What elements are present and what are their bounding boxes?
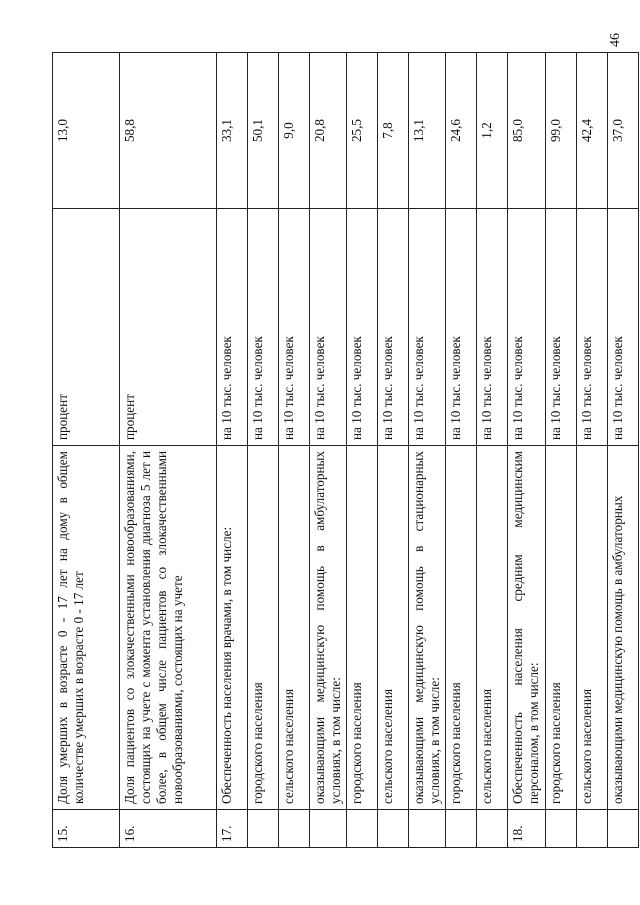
table-row xyxy=(508,53,545,848)
unit-of-measure: процент xyxy=(53,209,120,446)
row-number xyxy=(576,810,607,848)
unit-of-measure: на 10 тыс. человек xyxy=(446,209,477,446)
unit-of-measure: на 10 тыс. человек xyxy=(607,209,638,446)
table-row xyxy=(607,53,638,848)
indicators-table xyxy=(52,52,639,848)
unit-of-measure: на 10 тыс. человек xyxy=(248,209,279,446)
indicator-value: 1,2 xyxy=(477,53,508,209)
row-number xyxy=(545,810,576,848)
row-number xyxy=(446,810,477,848)
row-number xyxy=(248,810,279,848)
table-row xyxy=(217,53,248,848)
table-row xyxy=(545,53,576,848)
table-row xyxy=(279,53,310,848)
indicator-value: 99,0 xyxy=(545,53,576,209)
indicator-name: оказывающими медицинскую помощь в амбулаторных xyxy=(607,446,638,810)
table-row xyxy=(310,53,347,848)
unit-of-measure: на 10 тыс. человек xyxy=(576,209,607,446)
indicator-name: оказывающими медицинскую помощь в амбулаторных условиях, в том числе: xyxy=(310,446,347,810)
row-number xyxy=(378,810,409,848)
indicator-name: Обеспеченность населения средним медицинским персоналом, в том числе: xyxy=(508,446,545,810)
row-number xyxy=(409,810,446,848)
unit-of-measure: на 10 тыс. человек xyxy=(508,209,545,446)
table-body xyxy=(53,53,639,848)
unit-of-measure: на 10 тыс. человек xyxy=(477,209,508,446)
indicator-name: сельского населения xyxy=(477,446,508,810)
unit-of-measure: процент xyxy=(120,209,217,446)
indicator-value: 9,0 xyxy=(279,53,310,209)
indicator-value: 25,5 xyxy=(347,53,378,209)
row-number xyxy=(310,810,347,848)
rotated-table-page xyxy=(52,53,625,848)
indicator-value: 50,1 xyxy=(248,53,279,209)
page-number: 46 xyxy=(608,33,623,47)
row-number xyxy=(607,810,638,848)
table-row xyxy=(120,53,217,848)
row-number xyxy=(279,810,310,848)
row-number: 16. xyxy=(120,810,217,848)
indicator-value: 37,0 xyxy=(607,53,638,209)
indicator-name: Обеспеченность населения врачами, в том числе: xyxy=(217,446,248,810)
indicator-value: 85,0 xyxy=(508,53,545,209)
unit-of-measure: на 10 тыс. человек xyxy=(378,209,409,446)
row-number: 17. xyxy=(217,810,248,848)
row-number xyxy=(347,810,378,848)
unit-of-measure: на 10 тыс. человек xyxy=(409,209,446,446)
table-row xyxy=(576,53,607,848)
indicator-name: городского населения xyxy=(446,446,477,810)
table-row xyxy=(477,53,508,848)
table-row xyxy=(409,53,446,848)
table-row xyxy=(446,53,477,848)
indicator-name: городского населения xyxy=(347,446,378,810)
indicator-value: 13,1 xyxy=(409,53,446,209)
indicator-value: 58,8 xyxy=(120,53,217,209)
indicator-name: городского населения xyxy=(545,446,576,810)
table-row xyxy=(378,53,409,848)
indicator-name: Доля умерших в возрасте 0 - 17 лет на дому в общем количестве умерших в возрасте 0 - 17 лет xyxy=(53,446,120,810)
unit-of-measure: на 10 тыс. человек xyxy=(545,209,576,446)
indicator-value: 20,8 xyxy=(310,53,347,209)
indicator-name: сельского населения xyxy=(378,446,409,810)
table-row xyxy=(347,53,378,848)
indicator-name: сельского населения xyxy=(576,446,607,810)
indicator-value: 7,8 xyxy=(378,53,409,209)
table-row xyxy=(53,53,120,848)
indicator-name: Доля пациентов со злокачественными новообразованиями, состоящих на учете с момента установления диагноза 5 лет и более, в общем числе пациентов со злокачественными новообразованиями, состоящих на учете xyxy=(120,446,217,810)
indicator-name: сельского населения xyxy=(279,446,310,810)
unit-of-measure: на 10 тыс. человек xyxy=(217,209,248,446)
indicator-name: оказывающими медицинскую помощь в стационарных условиях, в том числе: xyxy=(409,446,446,810)
unit-of-measure: на 10 тыс. человек xyxy=(347,209,378,446)
row-number xyxy=(477,810,508,848)
indicator-value: 42,4 xyxy=(576,53,607,209)
indicator-name: городского населения xyxy=(248,446,279,810)
indicator-value: 24,6 xyxy=(446,53,477,209)
unit-of-measure: на 10 тыс. человек xyxy=(310,209,347,446)
row-number: 18. xyxy=(508,810,545,848)
indicator-value: 13,0 xyxy=(53,53,120,209)
unit-of-measure: на 10 тыс. человек xyxy=(279,209,310,446)
indicator-value: 33,1 xyxy=(217,53,248,209)
table-row xyxy=(248,53,279,848)
row-number: 15. xyxy=(53,810,120,848)
